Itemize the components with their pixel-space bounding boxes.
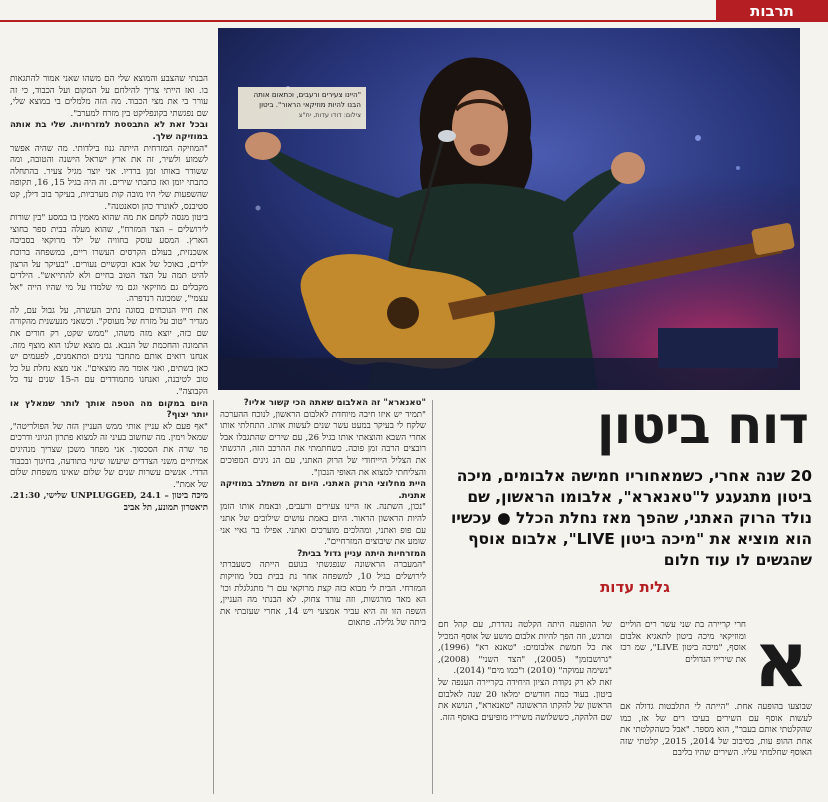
paragraph: "המוזיקה המזרחית הייתה גנוז בילדותי. מה שהיה אפשר לשמוע ולשיר, זה את ארץ ישראל הישנה והטובה, ומה ששודר באותו זמן ברדיו. אני יוצר מגיל צעיר. בהתחלה כתבתי יומן ואז כתבתי שירים. זה היה בגיל 15, 16, תקופה שהשפעות שלי היו מובה קות מערביות, בעיקר בוב דילן, קט סטיבנס, לאונרד כהן וסאנטנה". <box>10 143 208 212</box>
subheading: היום במקום מה הטפה אותך לותר שמאלץ או יותר יצוף? <box>10 398 208 421</box>
column-rule <box>432 400 433 794</box>
paragraph: את חייו הנוכחים בסוגה נתיב העשרה, על גבול עם, לה מגדיר "טוב על מזרח של מעוסק". וכשאני מנעשנית מהקורה שם כזה, יוצא מזה משהו, "ממש שקט, רק חורים את התמונה והחכמת של הנבא. גם מוצא שלנו הוא מוצף מזה. אנחנו רואים אותם מתחבר נגינים ומתאמנים, לפעמים יש כאן בשתים, ואני אומר מה מוצאים". אני מצא נחלת על כל טוב לטיבנה, ואנחנו מתמודדים עם ה-15 שנים עד כל הקבוצה". <box>10 305 208 398</box>
paragraph: הבנתי שהצבע והמוצא שלי הם משהו שאני אמור להתגאות בו. ואז הייתי צריך להילחם על המקום ועל הכבוד, כי זה עורר בי את מצי הכבוד. מה הזה מלמלים בי במוצא שלי, שם נפגשתי בקונפליקט בין מזרח למערב". <box>10 74 208 119</box>
subheading: ובכל זאת לא התבססת למזרחיות. שלי בת אותה במוזיקה שלך. <box>10 120 208 142</box>
top-bar <box>0 0 828 22</box>
photo-caption <box>238 87 366 129</box>
paragraph: "המעברה הראשונה שנפגשתי בנועם הייתה כשעברתי לירושלים בגיל 10, למשפחה אחר נת בבית בסל מוזיקות המזרחי. הבית לי מבוא כזה קצת מרוקאי עם ר' מתגלגלת וכו' הא מאד מורגשות, וזה עורר צחוק. לא הבנתי מה העניין, השפה הזו זה היא עביר אמצעי ויש 14, אחרי שעזבתי את ביתה של גלילה. פתאום <box>220 560 426 629</box>
section-tab: תרבות <box>716 0 828 22</box>
subheadline: 20 שנה אחרי, כשמאחוריו חמישה אלבומים, מיכה ביטון מתגעגע ל"טאנארא", אלבומו הראשון, שם נולד הרוק האתני, שהפך מאז נחלת הכלל ● עכשיו הוא מוציא את "מיכה ביטון LIVE", אלבום אוסף שהגשים לו עוד חלום <box>450 467 812 569</box>
paragraph: "תמיד יש איזו חיבה מיוחדת לאלבום הראשון, לנוכח ההערכה שלקח לי בעיקר במעט עשר שנים לעשות אותו. התחלתי אותו אחרי השבא והוצאתי אותו בגיל 26, עם שירים שהתגבלו אבל רובצים הרבה זמן פוכה. כשחתמתי את ההרכב הזה, הרגשתי את הצליל היייחודי של הרוק האתני, עם הנ גינים המפוכים והצליחתי למצוא את האופי הנכון". <box>220 409 426 478</box>
paragraph: "נכון, השתנה. אז היינו צעירים ורעבים, ובאמת אותו הזמן להיות הראשון הראור. היום באמת עושים שילובים של אתני עם פופ ואתני, ומהלכים מוערכים ואתני. אפילו בר גאיי אני שומע את שיבוצים המזרחיים". <box>220 502 426 548</box>
column-2 <box>438 620 612 796</box>
column-4 <box>10 74 208 796</box>
article-photo <box>218 28 800 390</box>
performer-illustration <box>218 28 800 390</box>
paragraph: חרי קריירה בת שני עשר רים הוליים ומוזיקאי מיכה ביטון לתאגיא אלבום אוסף, "מיכה ביטון LIVE", שמ רכז את שירייו הגדולים <box>620 620 746 665</box>
caption-text: "היינו צעירים ורעבים, וכתאום אותה הבנו להיות מוזיקאי הראור". ביטון <box>253 90 361 109</box>
byline: גלית עדות <box>600 578 670 596</box>
paragraph: זאת לא רק נקודת הציון היחידה בקריירה הענפה של ביטון. בעוד כמה חודשים ימלאו 20 שנה לאלבום הראשון של להקתו הראשונה "טאנארא", הנושא את שם הלהקה, כששלושה משיריו מופיעים באוסף הזה. <box>438 677 612 723</box>
paragraph: שבוצעו בהופעה אחת. "הייתה לי התלבטות גדולה אם לעשות אוסף עם השירים בעיבו רים של אז, כמו שהקלטתי אותם בעבר", הוא מספר. "אבל כשהקלטתי את אחת ההופ עות, בסיבוב של 2014, 2015, קלטתי שזה האוסף שחלמתי עליו. השירים שהיו בליבם <box>620 702 812 759</box>
headline: דוח ביטון <box>596 396 808 456</box>
paragraph: ביטון מנסה לקחם את מה שהוא מאמין בו במסע "בין שורות לירושלים – הצד המזרח", שהוא מעלה בבית ספר בחוצי הארץ. המסע עוסק בחוויה של ילד מרוקאי בסביבה אשכנזית, בעולם הקרסים העשרו ריים, במשפחה ברוכת ילדים, באוכל של אבא ובקשיים נעורים. "בעיקר על הרצון להיט תמה על הצד הטוב בחיים ולא להתייאש". הילדים מקבלים גם מוזיקאי וגם מי שלמדו על מי שהיו הייה "אל עצמי", שמכונה רנדפרה. <box>10 213 208 305</box>
paragraph: "אף פעם לא עניין אותי ממש העניין הזה של הפולריטה", שמאל וימין. מה שחשוב בעיני זה למצוא פתרון הגיוני ודרכים פר שרה את הסכסוך. אני מפחד משכן שצריך מנהיגים אמיתיים משני הצדדים שיעשו שינוי בתודעה, בחינוך ובכבוד הדדי. אנשים עשרות שנים של שלום שאינו משפחת שלום של אמת". <box>10 421 208 490</box>
paragraph: של ההופעה היתה הקלטה נהדרת, עם קהל חם ומרגש, וזה הפך להיות אלבום מושע של אוסף המכיל את כל חמשת אלבומים: "טאנא רא" (1996), "גרושבזמן" (2005), "הצד השני" (2008), "נשימה עמוקה" (2010) ו"כמו מים" (2014). <box>438 620 612 677</box>
column-1-top <box>620 620 746 700</box>
drop-cap: א <box>753 615 809 704</box>
subheading: היית מחלוצי הרוק האתני. היום זה משתלב במוזיקה אתנית. <box>220 479 426 501</box>
subheading: המזרחיות היתה עניין גדול בבית? <box>297 548 426 559</box>
column-3 <box>220 398 426 796</box>
photo-credit: צילום: דודו עדות, יח"צ <box>298 111 361 119</box>
column-rule <box>213 400 214 794</box>
event-info: מיכה ביטון – UNPLUGGED, 24.1 שלישי, 21:30. תיאטרון תמונע, תל אביב <box>10 491 208 513</box>
header-rule <box>0 20 828 22</box>
column-1-bottom <box>620 702 812 796</box>
subheading: "טאנארא" זה האלבום שאתה הכי קשור אליו? <box>243 398 426 408</box>
